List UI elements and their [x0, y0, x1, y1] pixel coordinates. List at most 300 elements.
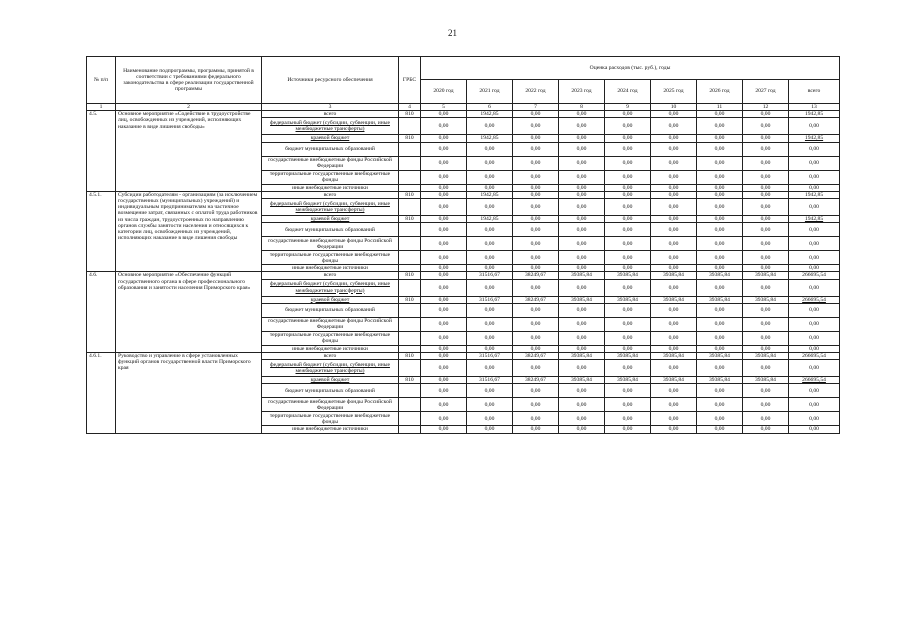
- value-cell: 0,00: [513, 251, 559, 265]
- value-cell: 0,00: [743, 118, 789, 135]
- value-cell: 0,00: [605, 317, 651, 331]
- grbs-code: [399, 398, 421, 412]
- value-cell: 0,00: [513, 191, 559, 198]
- value-cell: 0,00: [743, 237, 789, 251]
- grbs-code: [399, 223, 421, 237]
- value-cell: 0,00: [697, 265, 743, 272]
- value-cell: 0,00: [743, 412, 789, 426]
- value-cell: 0,00: [789, 384, 840, 398]
- funding-source: государственные внебюджетные фонды Российской Федерации: [262, 317, 399, 331]
- value-cell: 0,00: [743, 156, 789, 170]
- measure-name: Руководство и управление в сфере установленных функций органов государственной власти Приморского края: [116, 353, 262, 434]
- value-cell: 0,00: [559, 360, 605, 377]
- value-cell: 0,00: [513, 111, 559, 118]
- value-cell: 266695,54: [789, 353, 840, 360]
- value-cell: 0,00: [697, 398, 743, 412]
- value-cell: 0,00: [789, 184, 840, 191]
- value-cell: 0,00: [605, 111, 651, 118]
- value-cell: 0,00: [651, 331, 697, 345]
- value-cell: 0,00: [513, 265, 559, 272]
- year-header: 2023 год: [559, 80, 605, 104]
- value-cell: 39385,84: [651, 272, 697, 279]
- funding-source: иные внебюджетные источники: [262, 265, 399, 272]
- value-cell: 0,00: [513, 384, 559, 398]
- value-cell: 0,00: [559, 216, 605, 223]
- value-cell: 0,00: [421, 360, 467, 377]
- grbs-code: [399, 142, 421, 156]
- value-cell: 0,00: [605, 156, 651, 170]
- value-cell: 0,00: [421, 199, 467, 216]
- value-cell: 0,00: [421, 279, 467, 296]
- year-header: всего: [789, 80, 840, 104]
- column-number: 9: [605, 104, 651, 111]
- value-cell: 0,00: [697, 317, 743, 331]
- value-cell: 0,00: [513, 331, 559, 345]
- value-cell: 0,00: [697, 303, 743, 317]
- value-cell: 0,00: [605, 265, 651, 272]
- value-cell: 1942,85: [467, 216, 513, 223]
- funding-source: государственные внебюджетные фонды Российской Федерации: [262, 398, 399, 412]
- value-cell: 0,00: [513, 345, 559, 352]
- value-cell: 0,00: [559, 118, 605, 135]
- value-cell: 0,00: [513, 426, 559, 433]
- value-cell: 0,00: [697, 251, 743, 265]
- row-number: 4.6.1.: [87, 353, 116, 434]
- year-header: 2021 год: [467, 80, 513, 104]
- value-cell: 0,00: [467, 303, 513, 317]
- funding-source: бюджет муниципальных образований: [262, 384, 399, 398]
- value-cell: 0,00: [789, 279, 840, 296]
- value-cell: 0,00: [743, 265, 789, 272]
- value-cell: 0,00: [743, 111, 789, 118]
- funding-source: территориальные государственные внебюджетные фонды: [262, 251, 399, 265]
- grbs-code: [399, 265, 421, 272]
- grbs-code: [399, 426, 421, 433]
- grbs-code: [399, 237, 421, 251]
- value-cell: 0,00: [605, 384, 651, 398]
- value-cell: 0,00: [559, 279, 605, 296]
- value-cell: 0,00: [651, 184, 697, 191]
- value-cell: 0,00: [559, 412, 605, 426]
- value-cell: 0,00: [697, 111, 743, 118]
- column-number: 1: [87, 104, 116, 111]
- value-cell: 0,00: [697, 142, 743, 156]
- value-cell: 0,00: [559, 111, 605, 118]
- value-cell: 0,00: [513, 156, 559, 170]
- value-cell: 39385,84: [651, 353, 697, 360]
- column-number: 6: [467, 104, 513, 111]
- value-cell: 39385,84: [697, 296, 743, 303]
- value-cell: 0,00: [651, 303, 697, 317]
- funding-source: федеральный бюджет (субсидии, субвенции, иные межбюджетные трансферты): [262, 199, 399, 216]
- value-cell: 0,00: [789, 303, 840, 317]
- funding-source: всего: [262, 272, 399, 279]
- value-cell: 0,00: [743, 384, 789, 398]
- value-cell: 0,00: [743, 184, 789, 191]
- value-cell: 0,00: [743, 251, 789, 265]
- value-cell: 0,00: [467, 331, 513, 345]
- value-cell: 39385,84: [559, 296, 605, 303]
- value-cell: 0,00: [697, 118, 743, 135]
- value-cell: 39385,84: [559, 377, 605, 384]
- value-cell: 0,00: [467, 279, 513, 296]
- value-cell: 0,00: [605, 412, 651, 426]
- value-cell: 0,00: [513, 184, 559, 191]
- value-cell: 0,00: [421, 331, 467, 345]
- column-number: 7: [513, 104, 559, 111]
- value-cell: 0,00: [421, 184, 467, 191]
- value-cell: 0,00: [789, 237, 840, 251]
- table-row: [87, 353, 840, 360]
- column-number: 5: [421, 104, 467, 111]
- value-cell: 0,00: [651, 223, 697, 237]
- value-cell: 0,00: [467, 142, 513, 156]
- row-number: 4.6.: [87, 272, 116, 353]
- grbs-code: 810: [399, 353, 421, 360]
- value-cell: 0,00: [513, 199, 559, 216]
- value-cell: 266695,54: [789, 296, 840, 303]
- grbs-code: 810: [399, 296, 421, 303]
- funding-source: федеральный бюджет (субсидии, субвенции, иные межбюджетные трансферты): [262, 279, 399, 296]
- value-cell: 39385,84: [605, 296, 651, 303]
- value-cell: 0,00: [743, 135, 789, 142]
- year-header: 2024 год: [605, 80, 651, 104]
- value-cell: 0,00: [559, 237, 605, 251]
- value-cell: 0,00: [559, 345, 605, 352]
- value-cell: 0,00: [513, 279, 559, 296]
- grbs-code: [399, 170, 421, 184]
- value-cell: 31516,67: [467, 296, 513, 303]
- value-cell: 0,00: [421, 265, 467, 272]
- value-cell: 0,00: [605, 216, 651, 223]
- value-cell: 38249,67: [513, 353, 559, 360]
- year-header: 2027 год: [743, 80, 789, 104]
- value-cell: 0,00: [467, 317, 513, 331]
- value-cell: 0,00: [651, 251, 697, 265]
- value-cell: 0,00: [559, 199, 605, 216]
- value-cell: 0,00: [789, 142, 840, 156]
- value-cell: 38249,67: [513, 377, 559, 384]
- value-cell: 0,00: [421, 216, 467, 223]
- value-cell: 0,00: [467, 251, 513, 265]
- value-cell: 39385,84: [743, 296, 789, 303]
- value-cell: 0,00: [559, 170, 605, 184]
- grbs-code: 810: [399, 272, 421, 279]
- value-cell: 0,00: [743, 303, 789, 317]
- value-cell: 39385,84: [605, 272, 651, 279]
- value-cell: 0,00: [789, 118, 840, 135]
- value-cell: 39385,84: [743, 377, 789, 384]
- column-number: 11: [697, 104, 743, 111]
- value-cell: 0,00: [421, 426, 467, 433]
- value-cell: 31516,67: [467, 272, 513, 279]
- value-cell: 0,00: [605, 199, 651, 216]
- value-cell: 0,00: [421, 412, 467, 426]
- value-cell: 0,00: [421, 223, 467, 237]
- value-cell: 0,00: [421, 377, 467, 384]
- grbs-code: 810: [399, 377, 421, 384]
- value-cell: 0,00: [559, 191, 605, 198]
- value-cell: 0,00: [743, 345, 789, 352]
- budget-table: [86, 56, 840, 434]
- year-header: 2026 год: [697, 80, 743, 104]
- value-cell: 0,00: [421, 170, 467, 184]
- funding-source: бюджет муниципальных образований: [262, 303, 399, 317]
- funding-source: федеральный бюджет (субсидии, субвенции, иные межбюджетные трансферты): [262, 118, 399, 135]
- header-num: № п/п: [87, 57, 116, 104]
- funding-source: всего: [262, 111, 399, 118]
- value-cell: 0,00: [651, 412, 697, 426]
- value-cell: 39385,84: [743, 353, 789, 360]
- value-cell: 39385,84: [651, 377, 697, 384]
- measure-name: Основное мероприятие «Содействие в трудоустройстве лиц, освобожденных из учреждений, исполняющих наказание в виде лишения свободы»: [116, 111, 262, 192]
- value-cell: 0,00: [651, 191, 697, 198]
- funding-source: краевой бюджет: [262, 377, 399, 384]
- grbs-code: [399, 384, 421, 398]
- grbs-code: [399, 412, 421, 426]
- column-number: 3: [262, 104, 399, 111]
- value-cell: 0,00: [559, 223, 605, 237]
- header-grbs: ГРБС: [399, 57, 421, 104]
- grbs-code: [399, 331, 421, 345]
- value-cell: 39385,84: [697, 377, 743, 384]
- grbs-code: [399, 303, 421, 317]
- value-cell: 39385,84: [559, 353, 605, 360]
- funding-source: территориальные государственные внебюджетные фонды: [262, 331, 399, 345]
- value-cell: 0,00: [559, 317, 605, 331]
- value-cell: 0,00: [605, 237, 651, 251]
- column-number: 12: [743, 104, 789, 111]
- grbs-code: [399, 118, 421, 135]
- value-cell: 0,00: [651, 317, 697, 331]
- value-cell: 0,00: [697, 279, 743, 296]
- value-cell: 0,00: [513, 142, 559, 156]
- value-cell: 0,00: [743, 191, 789, 198]
- value-cell: 0,00: [651, 398, 697, 412]
- value-cell: 1942,85: [789, 111, 840, 118]
- value-cell: 0,00: [651, 118, 697, 135]
- value-cell: 0,00: [789, 156, 840, 170]
- value-cell: 0,00: [421, 118, 467, 135]
- row-number: 4.5.: [87, 111, 116, 192]
- header-source: Источники ресурсного обеспечения: [262, 57, 399, 104]
- value-cell: 0,00: [467, 265, 513, 272]
- value-cell: 0,00: [605, 360, 651, 377]
- value-cell: 0,00: [743, 223, 789, 237]
- value-cell: 0,00: [651, 170, 697, 184]
- value-cell: 0,00: [467, 184, 513, 191]
- value-cell: 0,00: [697, 135, 743, 142]
- funding-source: территориальные государственные внебюджетные фонды: [262, 170, 399, 184]
- value-cell: 0,00: [605, 303, 651, 317]
- value-cell: 0,00: [789, 317, 840, 331]
- value-cell: 0,00: [513, 317, 559, 331]
- value-cell: 0,00: [467, 223, 513, 237]
- value-cell: 39385,84: [743, 272, 789, 279]
- value-cell: 0,00: [789, 199, 840, 216]
- measure-name: Основное мероприятие «Обеспечение функций государственного органа в сфере профессионального образования и занятости населения Приморского края»: [116, 272, 262, 353]
- value-cell: 0,00: [467, 118, 513, 135]
- value-cell: 0,00: [697, 412, 743, 426]
- value-cell: 0,00: [605, 223, 651, 237]
- value-cell: 0,00: [743, 142, 789, 156]
- value-cell: 0,00: [651, 384, 697, 398]
- value-cell: 0,00: [697, 426, 743, 433]
- funding-source: государственные внебюджетные фонды Российской Федерации: [262, 156, 399, 170]
- value-cell: 0,00: [697, 345, 743, 352]
- value-cell: 0,00: [743, 398, 789, 412]
- value-cell: 0,00: [513, 216, 559, 223]
- value-cell: 0,00: [651, 111, 697, 118]
- value-cell: 0,00: [421, 142, 467, 156]
- value-cell: 39385,84: [605, 377, 651, 384]
- funding-source: бюджет муниципальных образований: [262, 142, 399, 156]
- funding-source: бюджет муниципальных образований: [262, 223, 399, 237]
- value-cell: 0,00: [513, 303, 559, 317]
- value-cell: 0,00: [421, 353, 467, 360]
- value-cell: 0,00: [605, 184, 651, 191]
- value-cell: 0,00: [467, 384, 513, 398]
- value-cell: 0,00: [559, 251, 605, 265]
- funding-source: иные внебюджетные источники: [262, 426, 399, 433]
- value-cell: 0,00: [651, 135, 697, 142]
- value-cell: 0,00: [697, 191, 743, 198]
- value-cell: 0,00: [421, 237, 467, 251]
- value-cell: 39385,84: [559, 272, 605, 279]
- value-cell: 0,00: [789, 223, 840, 237]
- grbs-code: [399, 360, 421, 377]
- funding-source: всего: [262, 353, 399, 360]
- grbs-code: 810: [399, 216, 421, 223]
- value-cell: 0,00: [605, 251, 651, 265]
- table-row: [87, 272, 840, 279]
- value-cell: 0,00: [421, 156, 467, 170]
- column-number: 4: [399, 104, 421, 111]
- value-cell: 0,00: [559, 142, 605, 156]
- value-cell: 0,00: [743, 331, 789, 345]
- year-header: 2020 год: [421, 80, 467, 104]
- grbs-code: [399, 156, 421, 170]
- funding-source: иные внебюджетные источники: [262, 184, 399, 191]
- value-cell: 0,00: [513, 237, 559, 251]
- value-cell: 0,00: [605, 345, 651, 352]
- value-cell: 0,00: [421, 111, 467, 118]
- value-cell: 0,00: [467, 237, 513, 251]
- value-cell: 0,00: [605, 142, 651, 156]
- funding-source: федеральный бюджет (субсидии, субвенции, иные межбюджетные трансферты): [262, 360, 399, 377]
- value-cell: 0,00: [697, 184, 743, 191]
- value-cell: 0,00: [559, 135, 605, 142]
- grbs-code: [399, 279, 421, 296]
- value-cell: 0,00: [605, 170, 651, 184]
- value-cell: 0,00: [513, 412, 559, 426]
- value-cell: 0,00: [743, 170, 789, 184]
- value-cell: 38249,67: [513, 296, 559, 303]
- value-cell: 0,00: [697, 156, 743, 170]
- value-cell: 0,00: [697, 384, 743, 398]
- column-number: 10: [651, 104, 697, 111]
- funding-source: иные внебюджетные источники: [262, 345, 399, 352]
- value-cell: 1942,85: [789, 191, 840, 198]
- measure-name: Субсидии работодателям - организациям (за исключением государственных (муниципальных) учреждений) и индивидуальным предпринимателям на частичное возмещение затрат, связанных с оплатой труда работников из числа граждан, трудоустроенных по направлению органов службы занятости населения и относящихся к категории лиц, освобожденных из учреждений, исполняющих наказание в виде лишения свободы: [116, 191, 262, 272]
- value-cell: 0,00: [467, 398, 513, 412]
- value-cell: 0,00: [605, 191, 651, 198]
- grbs-code: [399, 184, 421, 191]
- value-cell: 0,00: [559, 398, 605, 412]
- value-cell: 0,00: [421, 303, 467, 317]
- value-cell: 0,00: [697, 199, 743, 216]
- value-cell: 0,00: [697, 216, 743, 223]
- value-cell: 1942,85: [789, 216, 840, 223]
- value-cell: 0,00: [789, 398, 840, 412]
- funding-source: краевой бюджет: [262, 216, 399, 223]
- value-cell: 1942,85: [467, 111, 513, 118]
- value-cell: 0,00: [651, 237, 697, 251]
- header-estimate: Оценка расходов (тыс. руб.), годы: [421, 57, 840, 80]
- column-number: 8: [559, 104, 605, 111]
- column-number: 2: [116, 104, 262, 111]
- value-cell: 0,00: [789, 345, 840, 352]
- funding-source: краевой бюджет: [262, 296, 399, 303]
- value-cell: 0,00: [651, 426, 697, 433]
- value-cell: 0,00: [559, 426, 605, 433]
- grbs-code: [399, 345, 421, 352]
- value-cell: 0,00: [467, 170, 513, 184]
- value-cell: 0,00: [651, 265, 697, 272]
- value-cell: 39385,84: [605, 353, 651, 360]
- value-cell: 0,00: [743, 360, 789, 377]
- value-cell: 0,00: [559, 384, 605, 398]
- value-cell: 1942,85: [789, 135, 840, 142]
- value-cell: 0,00: [559, 331, 605, 345]
- value-cell: 0,00: [421, 317, 467, 331]
- value-cell: 0,00: [605, 135, 651, 142]
- value-cell: 0,00: [421, 345, 467, 352]
- value-cell: 0,00: [651, 279, 697, 296]
- value-cell: 39385,84: [651, 296, 697, 303]
- value-cell: 0,00: [605, 118, 651, 135]
- value-cell: 266695,54: [789, 272, 840, 279]
- value-cell: 0,00: [467, 156, 513, 170]
- grbs-code: 810: [399, 135, 421, 142]
- value-cell: 39385,84: [697, 353, 743, 360]
- grbs-code: 810: [399, 111, 421, 118]
- value-cell: 0,00: [513, 223, 559, 237]
- value-cell: 0,00: [789, 360, 840, 377]
- value-cell: 0,00: [421, 296, 467, 303]
- value-cell: 0,00: [789, 426, 840, 433]
- value-cell: 0,00: [559, 184, 605, 191]
- value-cell: 266695,54: [789, 377, 840, 384]
- value-cell: 0,00: [743, 317, 789, 331]
- value-cell: 0,00: [743, 216, 789, 223]
- value-cell: 0,00: [467, 345, 513, 352]
- value-cell: 0,00: [651, 156, 697, 170]
- value-cell: 0,00: [651, 216, 697, 223]
- value-cell: 0,00: [605, 426, 651, 433]
- page-number: 21: [448, 28, 457, 38]
- value-cell: 0,00: [421, 384, 467, 398]
- value-cell: 0,00: [421, 251, 467, 265]
- value-cell: 0,00: [697, 223, 743, 237]
- value-cell: 0,00: [467, 360, 513, 377]
- value-cell: 0,00: [605, 331, 651, 345]
- value-cell: 0,00: [421, 398, 467, 412]
- value-cell: 0,00: [605, 398, 651, 412]
- grbs-code: 810: [399, 191, 421, 198]
- value-cell: 1942,85: [467, 135, 513, 142]
- grbs-code: [399, 251, 421, 265]
